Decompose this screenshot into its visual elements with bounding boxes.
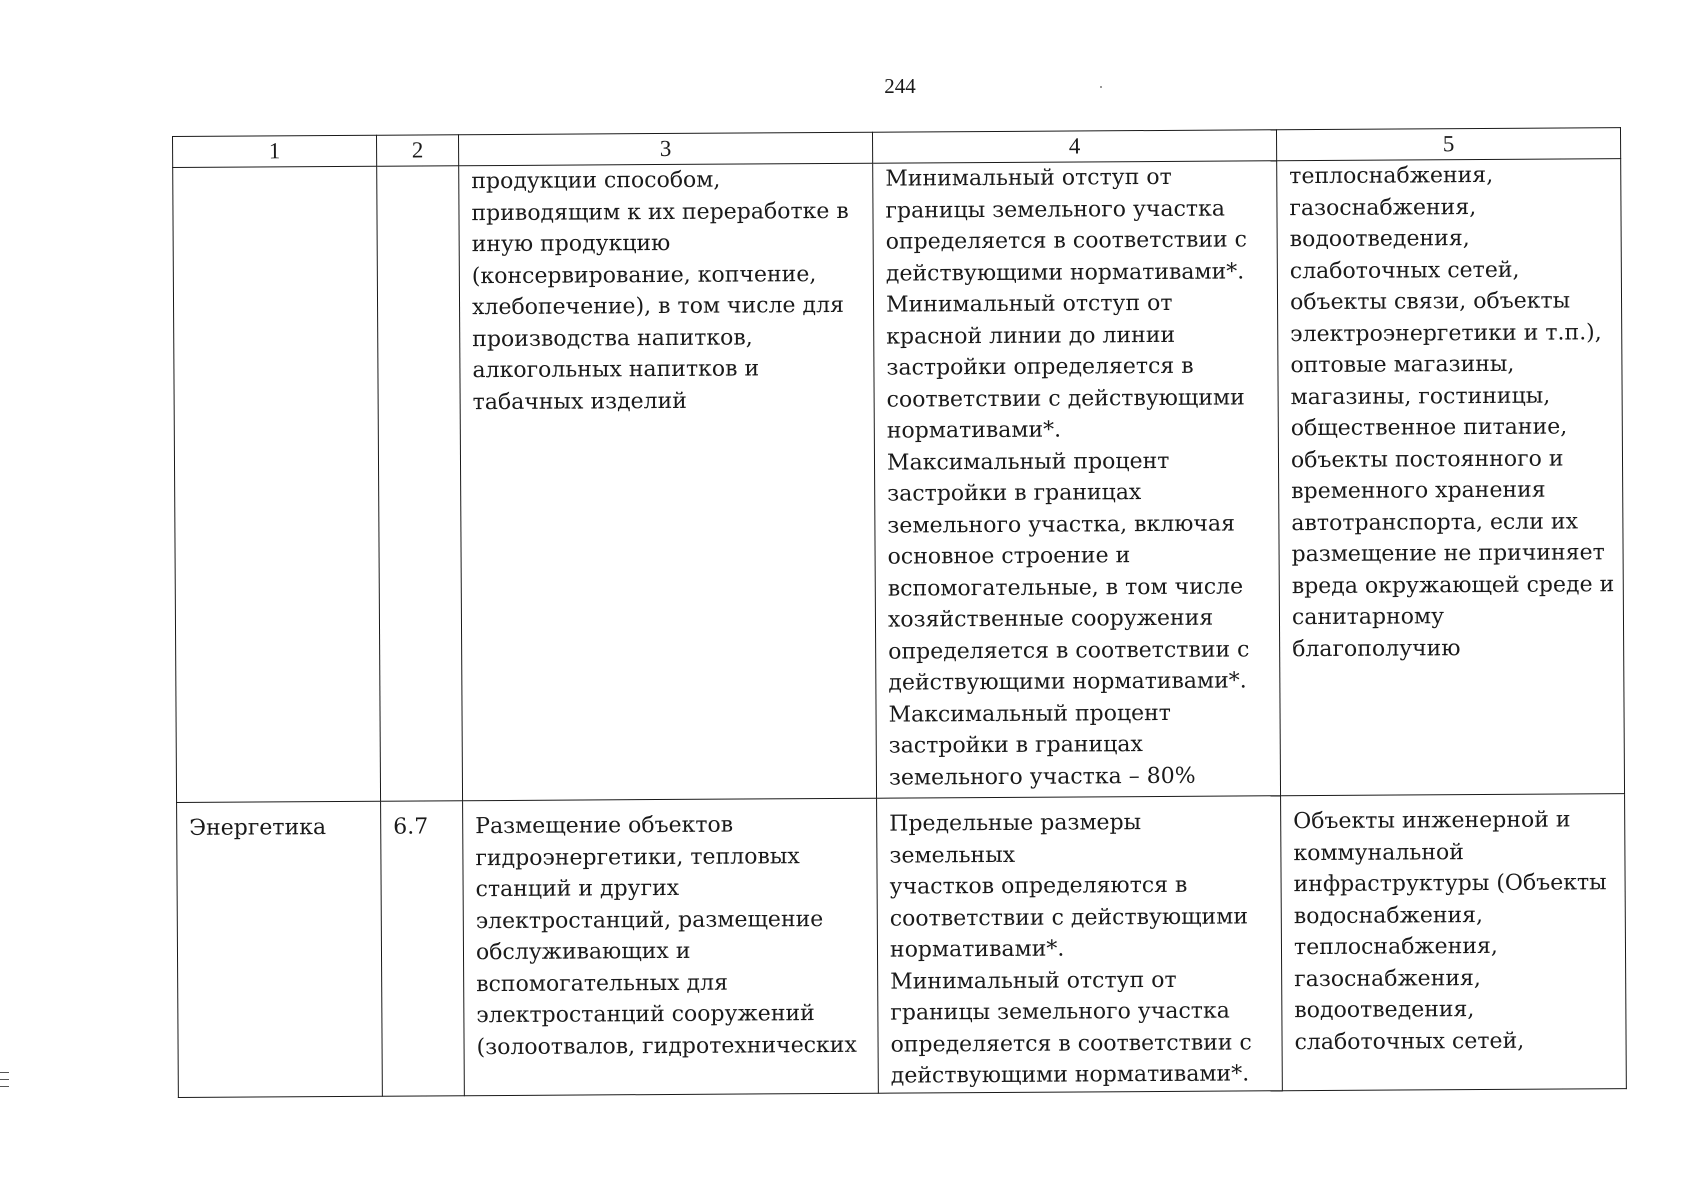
cell-auxiliary-uses: Объекты инженерной и коммунальной инфраструктуры (Объекты водоснабжения, теплоснабжения, газоснабжения, водоотведения, слаботочных сетей,	[1281, 794, 1627, 1091]
table-row	[173, 159, 1625, 803]
header-col-1: 1	[173, 135, 377, 167]
cell-use-type: Энергетика	[177, 801, 383, 1097]
regulations-table	[172, 127, 1627, 1097]
margin-mark	[0, 1072, 9, 1073]
cell-description: продукции способом, приводящим к их переработке в иную продукцию (консервирование, копчение, хлебопечение), в том числе для производства напитков, алкогольных напитков и табачных изделий	[459, 163, 877, 801]
cell-parameters: Предельные размеры земельных участков определяются в соответствии с действующими нормативами*. Минимальный отступ от границы земельного участка определяется в соответствии с действующими нормативами*.	[877, 796, 1283, 1093]
scan-speck	[1100, 86, 1102, 88]
header-col-4: 4	[872, 130, 1276, 163]
cell-code	[377, 166, 463, 801]
table-row	[177, 794, 1627, 1097]
cell-use-type	[173, 166, 381, 802]
page-number: 244	[884, 74, 916, 98]
cell-description: Размещение объектов гидроэнергетики, тепловых станций и других электростанций, размещение обслуживающих и вспомогательных для электростанций сооружений (золоотвалов, гидротехнических	[463, 798, 879, 1095]
margin-marks	[0, 1072, 10, 1094]
cell-parameters: Минимальный отступ от границы земельного участка определяется в соответствии с действующими нормативами*. Минимальный отступ от красной линии до линии застройки определяется в соответствии с действующими нормативами*. Максимальный процент застройки в границах земельного участка, включая основное строение и вспомогательные, в том числе хозяйственные сооружения определяется в соответствии с действующими нормативами*. Максимальный процент застройки в границах земельного участка – 80%	[873, 161, 1281, 798]
header-col-5: 5	[1276, 128, 1620, 161]
header-col-3: 3	[458, 132, 872, 166]
margin-mark	[0, 1086, 9, 1087]
cell-code: 6.7	[381, 801, 465, 1096]
header-col-2: 2	[376, 135, 458, 167]
cell-auxiliary-uses: теплоснабжения, газоснабжения, водоотведения, слаботочных сетей, объекты связи, объекты электроэнергетики и т.п.), оптовые магазины, магазины, гостиницы, общественное питание, объекты постоянного и временного хранения автотранспорта, если их размещение не причиняет вреда окружающей среде и санитарному благополучию	[1277, 159, 1625, 796]
margin-mark	[0, 1079, 9, 1080]
